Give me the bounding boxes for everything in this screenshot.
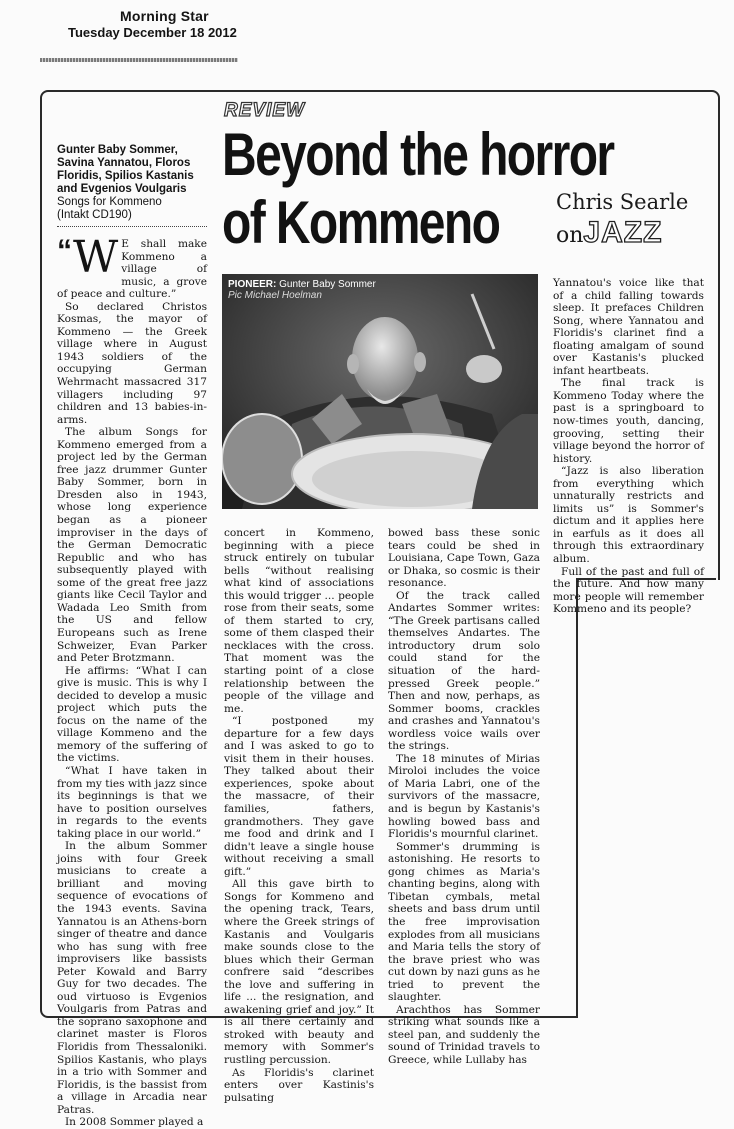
- headline-line-2: of Kommeno: [222, 189, 500, 256]
- paragraph: As Floridis's clarinet enters over Kastinis's pulsating: [224, 1066, 374, 1104]
- paragraph: So declared Christos Kosmas, the mayor of Kommeno — the Greek village where in August 1943 soldiers of the occupying German Wehrmacht massacred 317 villagers including 97 children and 13 babies-in-arms.: [57, 300, 207, 426]
- header-rule: [40, 58, 238, 62]
- paragraph: Full of the past and full of the future. And how many more people will remember Kommeno and its people?: [553, 565, 704, 616]
- paragraph: Of the track called Andartes Sommer writes: “The Greek partisans called themselves Andartes. The introductory drum solo could stand for the situation of the hard-pressed Greek people.” Then and now, perhaps, as Sommer booms, crackles and crashes and Yannatou's wordless voice wails over the strings.: [388, 589, 540, 753]
- article-column-2: [224, 527, 374, 1104]
- paragraph: The final track is Kommeno Today where the past is a springboard to now-times youth, dancing, grooving, setting their village beyond the horror of history.: [553, 377, 704, 465]
- album-title: Songs for Kommeno: [57, 196, 162, 208]
- byline-on: on: [556, 223, 584, 248]
- paragraph: “What I have taken in from my ties with jazz since its beginnings is that we have to position ourselves in regards to the events taking place in our world.”: [57, 764, 207, 840]
- paragraph: The 18 minutes of Mirias Miroloi includes the voice of Maria Labri, one of the survivors of the massacre, and is begun by Kastanis's howling bowed bass and Floridis's mournful clarinet.: [388, 752, 540, 841]
- drop-quote-mark: “: [57, 234, 72, 267]
- caption-label: PIONEER:: [228, 279, 277, 290]
- lead-paragraph: “ W E shall make Kommeno a village of music, a grove of peace and culture.”: [57, 232, 207, 301]
- byline-jazz: JAZZ: [583, 216, 663, 249]
- headline-line-1: Beyond the horror: [222, 121, 614, 188]
- paragraph: He affirms: “What I can give is music. This is why I decided to develop a music project which puts the focus on the name of the village Kommeno and the memory of the suffering of the victims.: [57, 664, 207, 765]
- photo-credit: Pic Michael Hoelman: [228, 290, 322, 301]
- photo-caption: [228, 279, 376, 301]
- article-column-4: [553, 277, 704, 616]
- paragraph: concert in Kommeno, beginning with a piece struck entirely on tubular bells “without realising what kind of associations this would trigger ... people rose from their seats, some of them started to cry, some of them clasped their necklaces with the cross. That moment was the starting point of a close relationship between the people of the village and me.: [224, 527, 374, 715]
- paragraph: In the album Sommer joins with four Greek musicians to create a brilliant and moving sequence of evocations of the 1943 events. Savina Yannatou is an Athens-born singer of theatre and dance who has sung with free improvisers like bassists Peter Kowald and Barry Guy for two decades. The oud virtuoso is Evgenios Voulgaris from Patras and the soprano saxophone and clarinet master is Floros Floridis from Thessaloniki. Spilios Kastanis, who plays in a trio with Sommer and Floridis, is the bassist from a village in Arcadia near Patras.: [57, 840, 207, 1116]
- article-column-3: [388, 527, 540, 1067]
- paragraph: All this gave birth to Songs for Kommeno and the opening track, Tears, where the Greek strings of Kastanis and Voulgaris make sounds close to the blues which their German confrere said “describes the love and suffering in life ... the resignation, and awakening grief and joy.” It is all there certainly and stroked with beauty and memory with Sommer's rustling percussion.: [224, 878, 374, 1066]
- photo-drummer: [222, 274, 538, 509]
- paragraph: bowed bass these sonic tears could be shed in Louisiana, Cape Town, Gaza or Dhaka, so cosmic is their resonance.: [388, 527, 540, 590]
- byline-section: [556, 216, 662, 250]
- article-column-1: [57, 232, 207, 1129]
- album-artists: Gunter Baby Sommer, Savina Yannatou, Floros Floridis, Spilios Kastanis and Evgenios Voulgaris: [57, 144, 194, 195]
- drummer-photo-illustration: [222, 274, 538, 509]
- paragraph: Sommer's drumming is astonishing. He resorts to gong chimes as Maria's chanting begins, along with Tibetan cymbals, metal sheets and bass drum until the free improvisation explodes from all musicians and Maria tells the story of the brave priest who was cut down by nazi guns as he tried to prevent the slaughter.: [388, 840, 540, 1004]
- byline-author: Chris Searle: [556, 190, 689, 214]
- issue-date: Tuesday December 18 2012: [68, 25, 237, 40]
- section-label: REVIEW: [224, 100, 305, 121]
- paragraph: “I postponed my departure for a few days and I was asked to go to visit them in their houses. They talked about their experiences, spoke about the massacre, of their families, fathers, grandmothers. They gave me food and drink and I didn't leave a single house without receiving a small gift.”: [224, 715, 374, 878]
- masthead: [68, 8, 237, 40]
- caption-text: Gunter Baby Sommer: [276, 279, 376, 290]
- paragraph: In 2008 Sommer played a: [65, 1116, 204, 1129]
- paragraph: “Jazz is also liberation from everything which unnaturally restricts and limits us” is Sommer's dictum and it applies here in earfuls as it does all through this extraordinary album.: [553, 465, 704, 566]
- paragraph: Arachthos has Sommer striking what sounds like a steel pan, and suddenly the sound of Trinidad travels to Greece, while Lullaby has: [388, 1003, 540, 1066]
- newspaper-name: Morning Star: [120, 8, 209, 24]
- album-label: (Intakt CD190): [57, 209, 132, 221]
- drop-cap: W: [73, 232, 119, 283]
- album-info-box: [57, 144, 207, 227]
- paragraph: The album Songs for Kommeno emerged from a project led by the German free jazz drummer Gunter Baby Sommer, born in Dresden also in 1943, whose long experience began as a pioneer improviser in the days of the German Democratic Republic and who has subsequently played with some of the great free jazz giants like Cecil Taylor and Wadada Leo Smith from the US and fellow Europeans such as Irene Schweizer, Evan Parker and Peter Brotzmann.: [57, 426, 207, 665]
- paragraph: Yannatou's voice like that of a child falling towards sleep. It prefaces Children Song, where Yannatou and Floridis's clarinet find a floating amalgam of sound over Kastanis's plucked infant heartbeats.: [553, 277, 704, 377]
